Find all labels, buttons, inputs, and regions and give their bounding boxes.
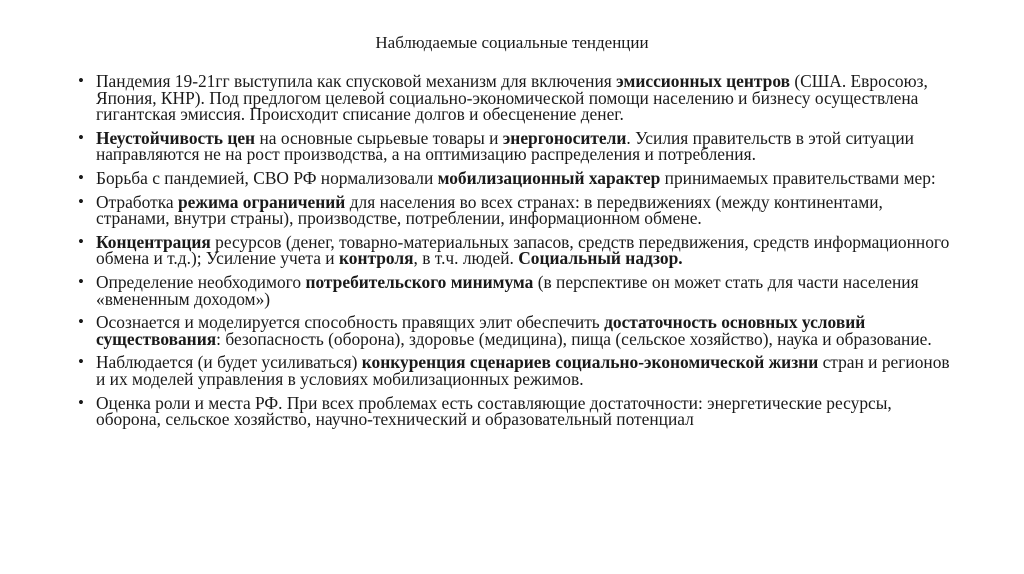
bullet-item [78, 127, 958, 165]
bullet-item [78, 191, 958, 229]
bullet-item [78, 231, 958, 269]
bullet-marker: • [78, 231, 84, 251]
bullet-list [78, 73, 958, 435]
bullet-emphasis: эмиссионных центров [616, 71, 791, 91]
bullet-item [78, 167, 958, 188]
bullet-text: для населения во всех странах: в передвижениях (между континентами, странами, внутри страны), производстве, потреблении, информационном обмене. [96, 191, 883, 229]
bullet-text: Наблюдается (и будет усиливаться) [96, 352, 362, 373]
bullet-item [78, 354, 958, 387]
bullet-item [78, 73, 958, 123]
bullet-marker: • [78, 191, 84, 211]
bullet-emphasis: Социальный надзор. [518, 248, 683, 269]
bullet-emphasis: потребительского минимума [305, 271, 534, 292]
bullet-emphasis: контроля [338, 248, 414, 269]
bullet-item [78, 271, 958, 309]
bullet-text: Определение необходимого [96, 271, 306, 292]
bullet-item [78, 314, 958, 347]
bullet-marker: • [78, 167, 84, 187]
bullet-marker: • [78, 312, 84, 332]
bullet-marker: • [78, 392, 84, 412]
bullet-emphasis: Неустойчивость цен [96, 127, 256, 148]
bullet-text: . Усилия правительств в этой ситуации направляются не на рост производства, а на оптимизацию распределения и потребления. [96, 127, 914, 165]
bullet-text: на основные сырьевые товары и [255, 127, 503, 148]
bullet-text: Пандемия 19-21гг выступила как спусковой механизм для включения [96, 71, 617, 91]
bullet-text: Оценка роли и места РФ. При всех проблемах есть составляющие достаточности: энергетические ресурсы, оборона, сельское хозяйство, научно-технический и образовательный потенциал [96, 392, 892, 430]
bullet-text: (США. Евросоюз, Япония, КНР). Под предлогом целевой социально-экономической помощи населению и бизнесу осуществлена гигантская эмиссия. Происходит списание долгов и обесценение денег. [96, 71, 928, 125]
bullet-text: Отработка [96, 191, 178, 212]
bullet-emphasis: режима ограничений [177, 191, 346, 212]
bullet-emphasis: конкуренция сценариев социально-экономической жизни [361, 352, 819, 373]
bullet-text: принимаемых правительствами мер: [660, 167, 936, 188]
slide-title: Наблюдаемые социальные тенденции [375, 33, 649, 52]
bullet-text: , в т.ч. людей. [413, 248, 519, 269]
bullet-marker: • [78, 71, 84, 90]
bullet-item [78, 392, 958, 430]
bullet-text: (в перспективе он может стать для части населения «вмененным доходом») [96, 271, 919, 309]
bullet-text: : безопасность (оборона), здоровье (медицина), пища (сельское хозяйство), наука и образование. [216, 328, 932, 349]
bullet-marker: • [78, 352, 84, 372]
bullet-marker: • [78, 127, 84, 147]
bullet-text: Осознается и моделируется способность правящих элит обеспечить [96, 312, 605, 333]
bullet-text: ресурсов (денег, товарно-материальных запасов, средств передвижения, средств информационного обмена и т.д.); Усиление учета и [96, 231, 950, 269]
bullet-text: стран и регионов и их моделей управления в условиях мобилизационных режимов. [96, 352, 950, 389]
bullet-emphasis: энергоносители [502, 127, 627, 148]
bullet-text: Борьба с пандемией, СВО РФ нормализовали [96, 167, 438, 188]
bullet-emphasis: достаточность основных условий существования [96, 312, 866, 349]
bullet-emphasis: Концентрация [96, 231, 211, 252]
bullet-emphasis: мобилизационный характер [437, 167, 661, 188]
bullet-marker: • [78, 271, 84, 291]
